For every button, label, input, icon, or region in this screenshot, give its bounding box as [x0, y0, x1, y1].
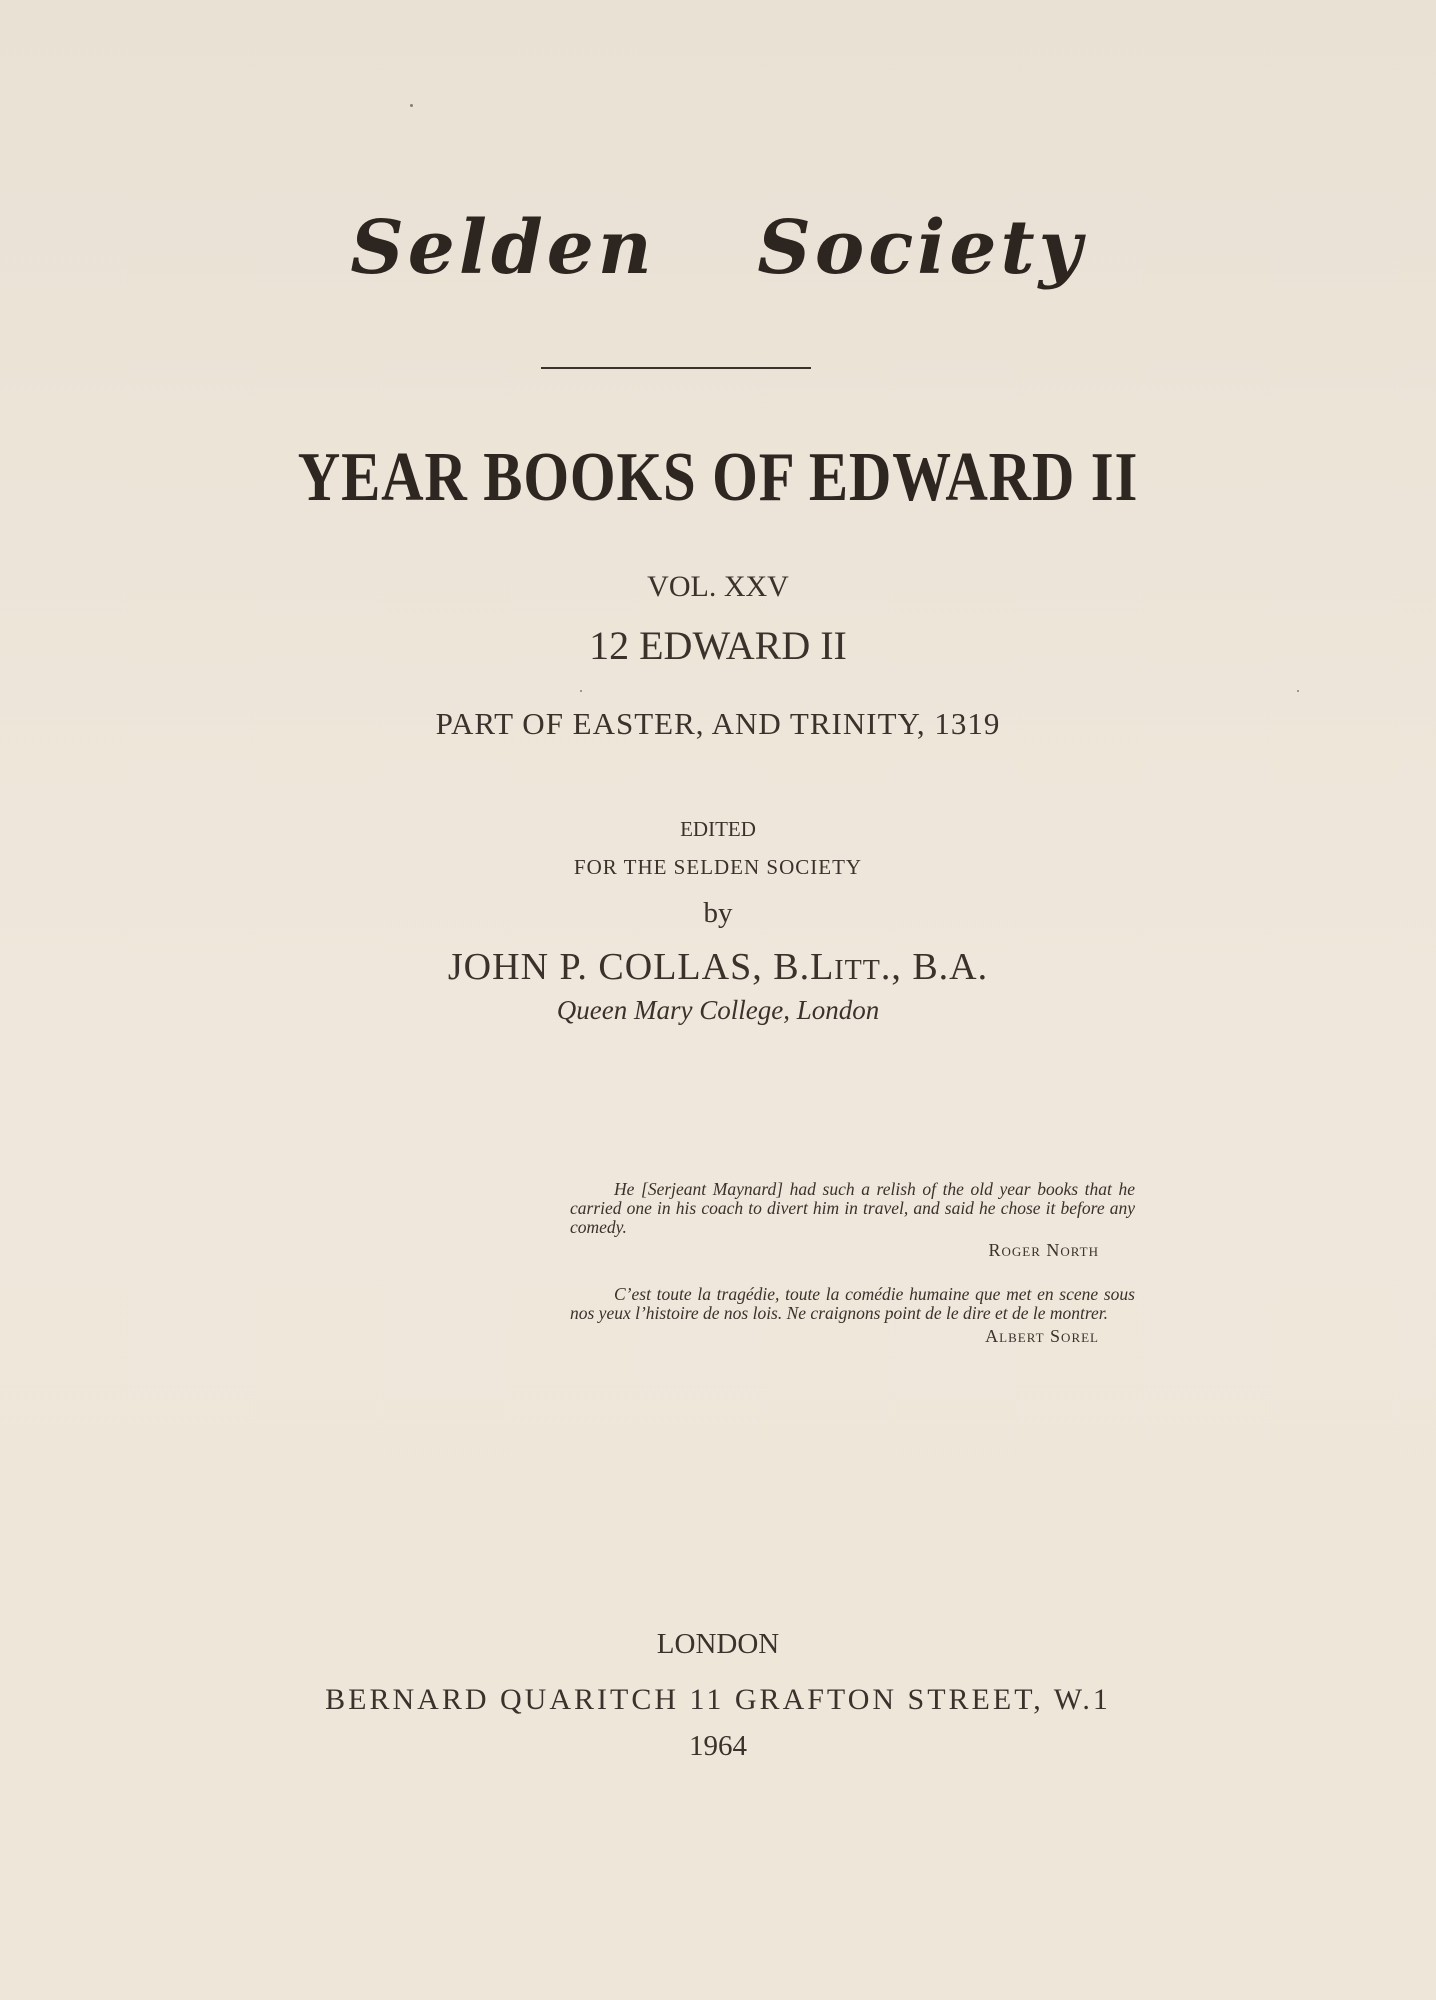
- edited-line: EDITED: [680, 817, 756, 841]
- imprint-city: LONDON: [656, 1628, 780, 1660]
- editor-name-text: JOHN P. COLLAS,: [447, 946, 774, 988]
- epigraph-1-text: He [Serjeant Maynard] had such a relish of the old year books that he carried one in his coach to divert him in travel, and said he chose it before any comedy.: [570, 1179, 1135, 1237]
- for-society-line: FOR THE SELDEN SOCIETY: [573, 855, 863, 879]
- epigraph-2-attribution: Albert Sorel: [985, 1326, 1099, 1346]
- paper-speck: [410, 104, 413, 107]
- editor-degree-smallcaps: ITT: [834, 955, 881, 986]
- paper-speck: [1297, 690, 1299, 692]
- editor-degree-suffix: ., B.A.: [880, 946, 989, 988]
- by-line: by: [703, 897, 733, 929]
- volume-number: VOL. XXV: [647, 570, 789, 603]
- society-name-blackletter: [0, 205, 1436, 291]
- editor-degree-initial: B.L: [773, 946, 835, 988]
- regnal-year: 12 EDWARD II: [589, 623, 847, 668]
- epigraph-1: [570, 1180, 1135, 1260]
- title-rule-divider: [541, 367, 811, 369]
- law-terms: PART OF EASTER, AND TRINITY, 1319: [435, 706, 1001, 741]
- imprint-publisher: BERNARD QUARITCH 11 GRAFTON STREET, W.1: [325, 1683, 1111, 1716]
- epigraph-2: [570, 1285, 1135, 1346]
- editor-name: [0, 945, 1436, 989]
- editor-affiliation: Queen Mary College, London: [556, 995, 880, 1025]
- epigraph-1-attribution: Roger North: [988, 1240, 1099, 1260]
- paper-speck: [580, 690, 582, 692]
- imprint-year: 1964: [689, 1730, 747, 1762]
- society-word-1: Selden: [350, 205, 656, 291]
- main-title: YEAR BOOKS OF EDWARD II: [297, 439, 1139, 516]
- society-word-2: Society: [757, 205, 1086, 291]
- epigraph-2-text: C’est toute la tragédie, toute la comédie humaine que met en scene sous nos yeux l’histoire de nos lois. Ne craignons point de le dire et de le montrer.: [570, 1284, 1135, 1323]
